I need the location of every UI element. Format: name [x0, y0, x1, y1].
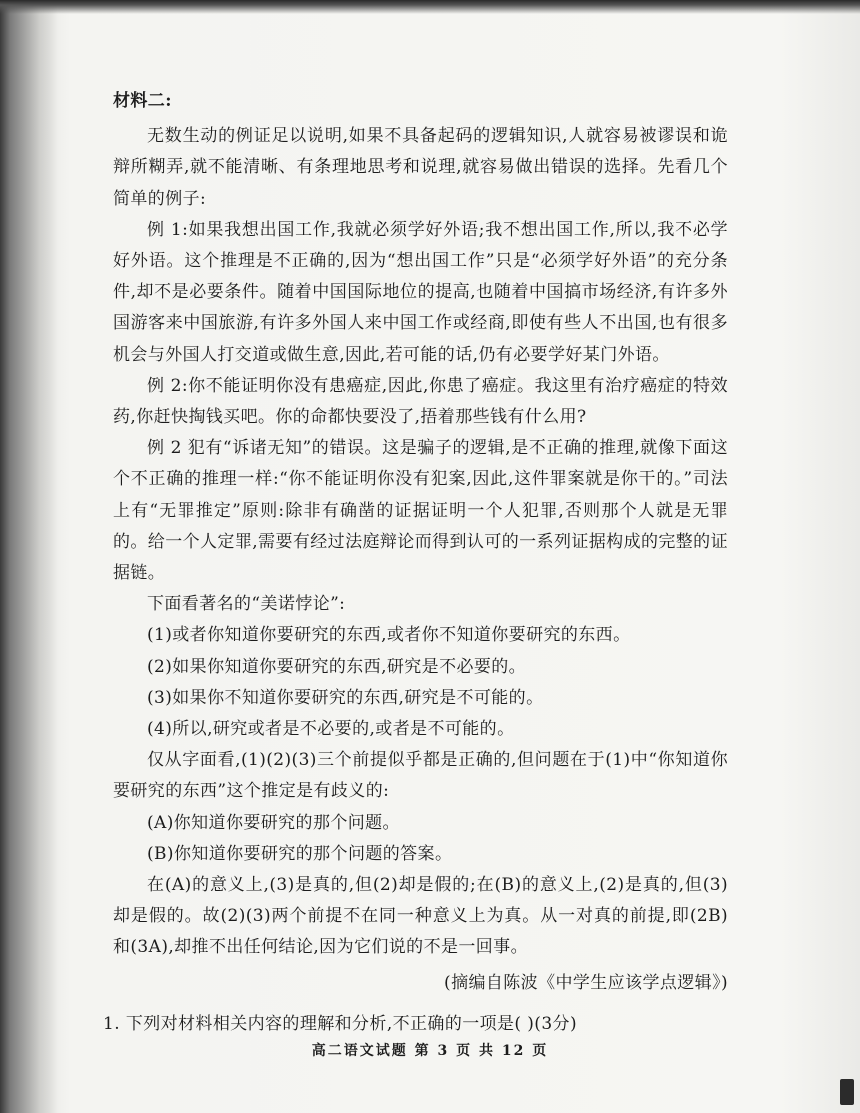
meno-paradox-intro: 下面看著名的“美诺悖论”:: [147, 594, 346, 615]
paradox-premise-2: (2)如果你知道你要研究的东西,研究是不必要的。: [147, 656, 527, 677]
page-footer: 高二语文试题 第 3 页 共 12 页: [311, 1043, 549, 1059]
paradox-premise-3: (3)如果你不知道你要研究的东西,研究是不可能的。: [147, 687, 544, 708]
scan-shadow-top: [0, 0, 860, 14]
example-2-paragraph: 例 2:你不能证明你没有患癌症,因此,你患了癌症。我这里有治疗癌症的特效药,你赶快掏钱买吧。你的命都快要没了,捂着那些钱有什么用?: [113, 375, 728, 428]
example-1-paragraph: 例 1:如果我想出国工作,我就必须学好外语;我不想出国工作,所以,我不必学好外语。这个推理是不正确的,因为“想出国工作”只是“必须学好外语”的充分条件,却不是必要条件。随着中国国际地位的提高,也随着中国搞市场经济,有许多外国游客来中国旅游,有许多外国人来中国工作或经商,即使有些人不出国,也有很多机会与外国人打交道或做生意,因此,若可能的话,仍有必要学好某门外语。: [113, 219, 728, 365]
scan-corner-mark: [840, 1079, 854, 1105]
example-2-analysis-paragraph: 例 2 犯有“诉诸无知”的错误。这是骗子的逻辑,是不正确的推理,就像下面这个不正确的推理一样:“你不能证明你没有犯案,因此,这件罪案就是你干的。”司法上有“无罪推定”原则:除非有确凿的证据证明一个人犯罪,否则那个人就是无罪的。给一个人定罪,需要有经过法庭辩论而得到认可的一系列证据构成的完整的证据链。: [113, 438, 728, 584]
question-1: 1. 下列对材料相关内容的理解和分析,不正确的一项是( )(3分): [103, 1013, 577, 1034]
paradox-premise-1: (1)或者你知道你要研究的东西,或者你不知道你要研究的东西。: [147, 625, 631, 646]
paradox-conclusion-4: (4)所以,研究或者是不必要的,或者是不可能的。: [147, 719, 515, 740]
intro-paragraph: 无数生动的例证足以说明,如果不具备起码的逻辑知识,人就容易被谬误和诡辩所糊弄,就不能清晰、有条理地思考和说理,就容易做出错误的选择。先看几个简单的例子:: [113, 126, 728, 209]
meaning-a: (A)你知道你要研究的那个问题。: [147, 812, 400, 833]
ambiguity-analysis: 仅从字面看,(1)(2)(3)三个前提似乎都是正确的,但问题在于(1)中“你知道你要研究的东西”这个推定是有歧义的:: [113, 750, 728, 802]
final-analysis-paragraph: 在(A)的意义上,(3)是真的,但(2)却是假的;在(B)的意义上,(2)是真的,但(3)却是假的。故(2)(3)两个前提不在同一种意义上为真。从一对真的前提,即(2B)和(3A),却推不出任何结论,因为它们说的不是一回事。: [113, 875, 728, 958]
scan-shadow-left: [0, 0, 58, 1113]
meaning-b: (B)你知道你要研究的那个问题的答案。: [147, 843, 453, 864]
page-content: [103, 86, 728, 1040]
material-heading: 材料二:: [113, 91, 172, 111]
source-citation: (摘编自陈波《中学生应该学点逻辑》): [444, 972, 728, 993]
